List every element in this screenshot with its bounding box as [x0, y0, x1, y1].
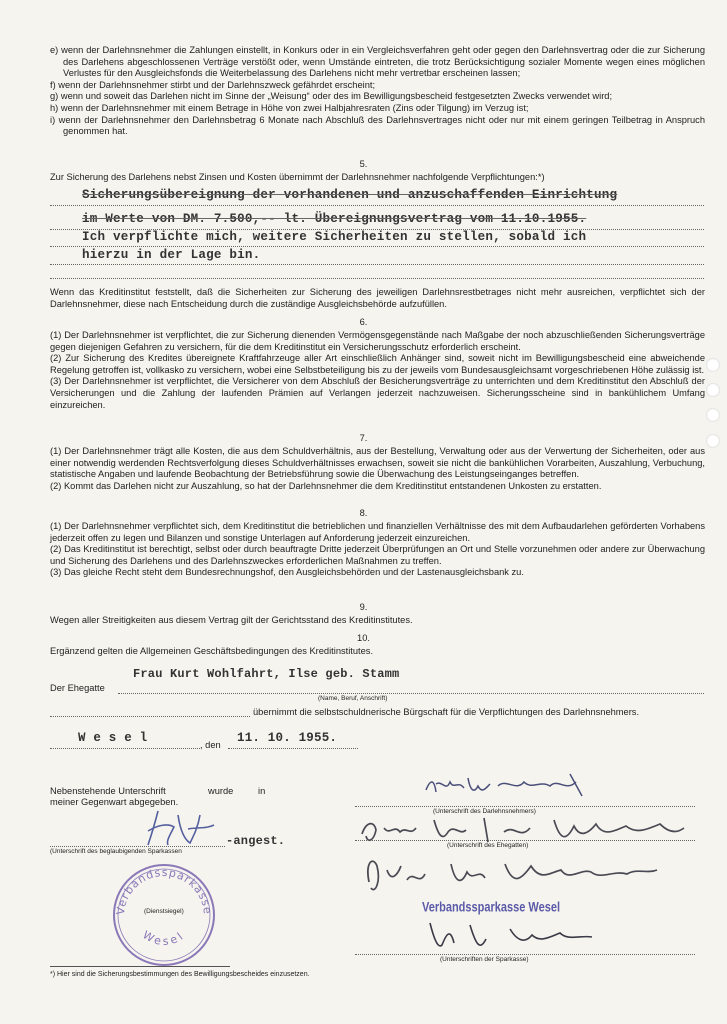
section-7-body [50, 446, 705, 492]
guarantor-clause: übernimmt die selbstschuldnerische Bürgschaft für die Verpflichtungen des Darlehnsnehmers. [253, 707, 640, 717]
clause-e: e) wenn der Darlehnsnehmer die Zahlungen einstellt, in Konkurs oder in ein Vergleichsverfahren geht oder gegen den Darlehnsvertrag oder die zur Sicherung des Darlehens abgeschlossenen Verträge verstößt oder, wenn Umstände eintreten, die trotz Berücksichtigung sozialer Momente wegen eines möglichen Verlustes für den Ausgleichsfonds die Weiterbelassung des Darlehens nicht mehr vertretbar erscheinen lassen; [50, 45, 705, 79]
dotted-line [50, 748, 200, 749]
section-8-body [50, 521, 705, 579]
typed-line-4: hierzu in der Lage bin. [82, 248, 261, 262]
typed-line-3: Ich verpflichte mich, weitere Sicherheiten zu stellen, sobald ich [82, 230, 587, 244]
witness-text-1: Nebenstehende Unterschrift [50, 786, 166, 796]
section-6-number: 6. [359, 317, 368, 327]
typed-line-2: im Werte von DM. 7.500,-- lt. Übereignungsvertrag vom 11.10.1955. [82, 212, 587, 226]
section-7-number: 7. [359, 433, 368, 443]
seal-top-text: Verbandssparkasse [113, 865, 215, 916]
dotted-line [50, 246, 704, 247]
section-9-text: Wegen aller Streitigkeiten aus diesem Vertrag gilt der Gerichtsstand des Kreditinstitutes. [50, 615, 413, 625]
section-10-number: 10. [357, 633, 370, 643]
witness-angest: -angest. [226, 834, 286, 848]
seal-label: (Dienstsiegel) [144, 908, 184, 915]
witness-wurde: wurde [208, 786, 234, 796]
date-den-label: , den [200, 740, 221, 750]
place-value: W e s e l [78, 731, 148, 745]
section-8-number: 8. [359, 508, 368, 518]
section-6-body [50, 330, 705, 411]
section-6-para-3: (3) Der Darlehnsnehmer ist verpflichtet, die Versicherer von dem Abschluß der Besicherungsverträge zu unterrichten und dem Kreditinstitut den Abschluß der Versicherungen und die Zahlung der laufenden Prämien auf Verlangen jederzeit nachzuweisen. Sicherungsscheine sind in bankühlichem Umfang einzureichen. [50, 376, 705, 410]
bank-caption: (Unterschriften der Sparkasse) [440, 956, 529, 963]
clause-f: f) wenn der Darlehnsnehmer stirbt und der Darlehnszweck gefährdet erscheint; [50, 79, 376, 90]
witness-text-2: meiner Gegenwart abgegeben. [50, 797, 179, 807]
svg-text:Wesel [140, 928, 187, 948]
section-7-para-2: (2) Kommt das Darlehen nicht zur Auszahlung, so hat der Darlehnsnehmer die dem Kreditinstitut entstandenen Unkosten zu erstatten. [50, 480, 602, 491]
dotted-line [355, 806, 695, 807]
footnote-rule [50, 966, 230, 967]
footnote: *) Hier sind die Sicherungsbestimmungen des Bewilligungsbescheides einzusetzen. [50, 971, 310, 978]
bank-signatures [420, 915, 600, 957]
guarantor-name: Frau Kurt Wohlfahrt, Ilse geb. Stamm [133, 667, 400, 681]
typed-line-1: Sicherungsübereignung der vorhandenen und anzuschaffenden Einrichtung [82, 188, 618, 202]
section-6-para-2: (2) Zur Sicherung des Kredites übereignete Kraftfahrzeuge aller Art einschließlich Anhänger sind, soweit nicht im Bewilligungsbescheid eine abweichende Regelung getroffen ist, vollkasko zu versichern, wobei eine Selbstbeteiligung bis zu der jeweils vom Bundesausgleichsamt vorgeschriebenen Höhe zulässig ist. [50, 353, 705, 375]
dotted-line [50, 716, 250, 717]
section-5-intro: Zur Sicherung des Darlehens nebst Zinsen und Kosten übernimmt der Darlehnsnehmer nachfolgende Verpflichtungen:*) [50, 172, 545, 182]
section-4-clauses [50, 45, 705, 138]
dotted-line [228, 748, 358, 749]
witness-signature [140, 805, 220, 850]
witness-caption: (Unterschrift des beglaubigenden Sparkassen [50, 848, 182, 855]
dotted-line [50, 205, 704, 206]
seal-bottom-text: Wesel [140, 928, 188, 949]
clause-h: h) wenn der Darlehnsnehmer mit einem Betrage in Höhe von zwei Halbjahresraten (Zins oder Tilgung) im Verzug ist; [50, 102, 529, 113]
dotted-line [50, 229, 704, 230]
section-8-para-2: (2) Das Kreditinstitut ist berechtigt, selbst oder durch beauftragte Dritte jederzeit Überprüfungen an Ort und Stelle vorzunehmen oder andere zur Überwachung und Sicherung des Darlehens und des Darlehnszweckes erforderlichen Maßnahmen zu treffen. [50, 544, 705, 566]
section-6-para-1: (1) Der Darlehnsnehmer ist verpflichtet, die zur Sicherung dienenden Vermögensgegenstände nach Maßgabe der noch abzuschließenden Sicherungsverträge gegen diejenigen Gefahren zu versichern, für die dem Kreditinstitut ein Versicherungsschutz erforderlich erscheint. [50, 330, 705, 352]
punch-hole [706, 358, 720, 372]
section-8-para-3: (3) Das gleiche Recht steht dem Bundesrechnungshof, den Ausgleichsbehörden und der Lastenausgleichsbank zu. [50, 567, 524, 578]
witness-in: in [258, 786, 266, 796]
punch-hole [706, 383, 720, 397]
date-value: 11. 10. 1955. [237, 731, 338, 745]
section-9-number: 9. [359, 602, 368, 612]
section-8-para-1: (1) Der Darlehnsnehmer verpflichtet sich, dem Kreditinstitut die betrieblichen und finanziellen Verhältnisse des mit dem Aufbaudarlehen geförderten Vorhabens jederzeit offen zu legen und Bilanzen und sonstige Unterlagen auf Anforderung jederzeit einzureichen. [50, 521, 705, 543]
dotted-line [355, 954, 695, 955]
clause-g: g) wenn und soweit das Darlehen nicht im Sinne der „Weisung“ oder des im Bewilligungsbescheid festgesetzten Zwecks verwendet wird; [50, 91, 613, 102]
dotted-line [118, 693, 704, 694]
dotted-line [355, 840, 695, 841]
borrower-signature [420, 770, 590, 810]
clause-i: i) wenn der Darlehnsnehmer den Darlehnsbetrag 6 Monate nach Abschluß des Darlehnsvertrages nicht oder nur mit einem geringen Teilbetrag in Anspruch genommen hat. [50, 114, 705, 137]
borrower-caption: (Unterschrift des Darlehnsnehmers) [433, 808, 536, 815]
guarantor-caption: (Name, Beruf, Anschrift) [318, 695, 388, 702]
spouse-signature-2 [355, 852, 665, 902]
section-5-number: 5. [359, 159, 368, 169]
section-10-text: Ergänzend gelten die Allgemeinen Geschäftsbedingungen des Kreditinstitutes. [50, 646, 374, 656]
dotted-line [50, 264, 704, 265]
dotted-line [50, 278, 704, 279]
punch-hole [706, 408, 720, 422]
bank-stamp: Verbandssparkasse Wesel [422, 900, 560, 916]
spouse-caption: (Unterschrift des Ehegatten) [447, 842, 529, 849]
guarantor-label: Der Ehegatte [50, 683, 105, 693]
section-5-after: Wenn das Kreditinstitut feststellt, daß die Sicherheiten zur Sicherung des jeweiligen Darlehnsrestbetrages nicht mehr ausreichen, verpflichtet sich der Darlehnsnehmer, diese nach Entscheidung durch die zuständige Ausgleichsbehörde aufzufüllen. [50, 287, 705, 309]
section-7-para-1: (1) Der Darlehnsnehmer trägt alle Kosten, die aus dem Schuldverhältnis, aus der Bestellung, Verwaltung oder aus der Verwertung der Sicherheiten, oder aus einer notwendig werdenden Rechtsverfolgung dieses Schuldverhältnisses erwachsen, soweit sie nicht die bankühlichen Vorarbeiten, Auszahlung, Verbuchung, statistische Angaben und laufende Beobachtung der Betriebsführung sowie die Überwachung des Leistungseinganges betreffen. [50, 446, 705, 480]
